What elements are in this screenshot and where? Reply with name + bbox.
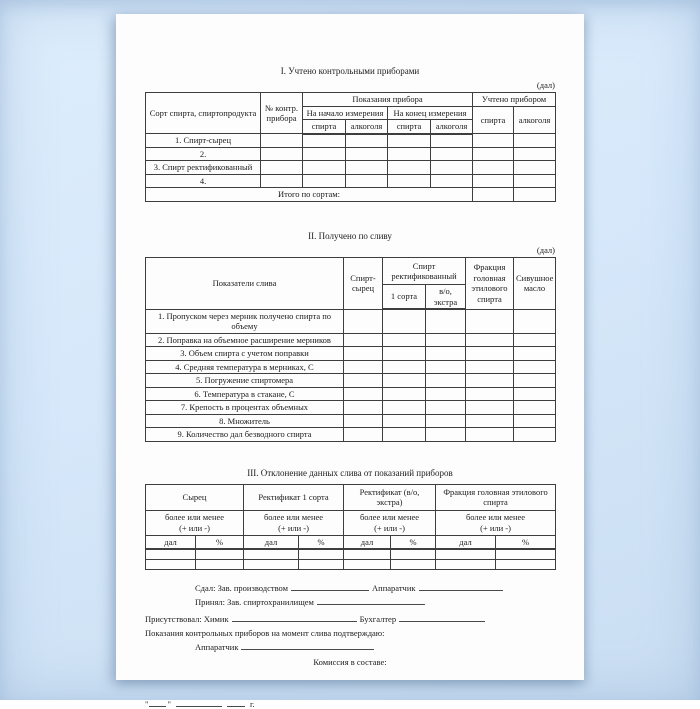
empty-cell <box>514 161 556 175</box>
empty-cell <box>391 559 436 569</box>
empty-cell <box>514 360 556 374</box>
row-label: 3. Спирт ректификованный <box>146 161 261 175</box>
empty-cell <box>346 147 388 161</box>
empty-cell <box>383 347 426 361</box>
unit-label-dal-2: (дал) <box>536 245 555 255</box>
empty-cell <box>344 333 383 347</box>
unit-label-dal-1: (дал) <box>536 80 555 90</box>
signature-line-handed <box>195 581 555 595</box>
empty-cell <box>466 374 514 388</box>
empty-cell <box>299 559 344 569</box>
empty-cell <box>496 549 556 559</box>
confirm-statement: Показания контрольных приборов на момент слива подтверждаю: <box>145 627 385 638</box>
date-line <box>145 698 555 709</box>
section3-title: III. Отклонение данных слива от показаний приборов <box>247 467 453 478</box>
row-label: 1. Спирт-сырец <box>146 134 261 148</box>
empty-cell <box>383 387 426 401</box>
empty-cell <box>466 347 514 361</box>
empty-cell <box>426 360 466 374</box>
table-row <box>146 428 556 442</box>
row-label: 1. Пропуском через мерник получено спирта по объему <box>146 309 344 333</box>
empty-cell <box>426 347 466 361</box>
row-label: 7. Крепость в процентах объемных <box>146 401 344 415</box>
header-rectified1-group: Ректификат 1 сорта <box>244 484 344 510</box>
empty-cell <box>514 387 556 401</box>
header-percent: % <box>496 535 556 549</box>
empty-cell <box>514 134 556 148</box>
document-page <box>116 14 584 709</box>
more-less-line1: более или менее <box>359 511 420 522</box>
header-counted: Учтено прибором <box>473 93 556 107</box>
empty-cell <box>261 161 303 175</box>
empty-cell <box>261 174 303 188</box>
empty-cell <box>344 549 391 559</box>
year-suffix: г. <box>249 698 255 709</box>
header-extra: в/о, экстра <box>426 285 466 310</box>
signature-blank <box>419 582 503 591</box>
row-label: 9. Количество дал безводного спирта <box>146 428 344 442</box>
signature-blank <box>232 613 357 622</box>
empty-cell <box>426 309 466 333</box>
empty-cell <box>146 559 196 569</box>
empty-cell <box>346 161 388 175</box>
accountant-label: Бухгалтер <box>359 613 397 624</box>
empty-cell <box>383 428 426 442</box>
empty-cell <box>514 309 556 333</box>
empty-cell <box>436 559 496 569</box>
commission-label: Комиссия в составе: <box>313 656 387 667</box>
section1-title: I. Учтено контрольными приборами <box>280 66 420 76</box>
table-row <box>146 347 556 361</box>
empty-cell <box>346 174 388 188</box>
header-more-less <box>436 510 556 535</box>
empty-cell <box>244 559 299 569</box>
table-row <box>146 559 556 569</box>
empty-cell <box>473 174 514 188</box>
signature-line-operator2 <box>195 640 555 654</box>
signature-blank <box>399 613 485 622</box>
header-more-less <box>244 510 344 535</box>
header-dal: дал <box>244 535 299 549</box>
table-accounted-by-control-devices <box>145 92 556 202</box>
empty-cell <box>426 401 466 415</box>
empty-cell <box>426 387 466 401</box>
header-counted-alcohol: алкоголя <box>514 106 556 134</box>
more-less-line1: более или менее <box>164 511 225 522</box>
handed-label: Сдал: Зав. производством <box>195 582 289 593</box>
header-readings: Показания прибора <box>303 93 473 107</box>
signature-blank <box>317 596 425 605</box>
empty-cell <box>431 147 473 161</box>
open-quote: " <box>145 698 149 709</box>
table-row <box>146 333 556 347</box>
table-row <box>146 414 556 428</box>
empty-cell <box>466 360 514 374</box>
header-more-less <box>344 510 436 535</box>
empty-cell <box>303 147 346 161</box>
empty-cell <box>383 360 426 374</box>
more-less-line2: (+ или -) <box>278 522 309 533</box>
empty-cell <box>514 374 556 388</box>
header-percent: % <box>299 535 344 549</box>
empty-cell <box>383 374 426 388</box>
empty-cell <box>466 401 514 415</box>
empty-cell <box>436 549 496 559</box>
signature-line-received <box>195 595 555 609</box>
empty-cell <box>514 174 556 188</box>
empty-cell <box>426 333 466 347</box>
empty-cell <box>196 559 244 569</box>
date-day-blank <box>149 698 166 707</box>
empty-cell <box>388 147 431 161</box>
empty-cell <box>514 147 556 161</box>
signature-line-present <box>145 612 555 626</box>
header-begin-spirit: спирта <box>303 120 346 134</box>
table-row <box>146 360 556 374</box>
empty-cell <box>426 428 466 442</box>
totals-label: Итого по сортам: <box>146 188 473 202</box>
empty-cell <box>303 161 346 175</box>
empty-cell <box>344 559 391 569</box>
header-sort: Сорт спирта, спиртопродукта <box>146 93 261 134</box>
date-month-blank <box>176 698 222 707</box>
more-less-line1: более или менее <box>465 511 526 522</box>
empty-cell <box>261 147 303 161</box>
received-label: Принял: Зав. спиртохранилищем <box>195 596 314 607</box>
table-row <box>146 401 556 415</box>
header-grade1: 1 сорта <box>383 285 426 310</box>
row-label: 5. Погружение спиртомера <box>146 374 344 388</box>
row-label: 4. <box>146 174 261 188</box>
empty-cell <box>473 147 514 161</box>
empty-cell <box>466 309 514 333</box>
table-row <box>146 374 556 388</box>
header-raw-group: Сырец <box>146 484 244 510</box>
empty-cell <box>466 333 514 347</box>
table-row <box>146 134 556 148</box>
empty-cell <box>344 360 383 374</box>
header-drain-indicators: Показатели слива <box>146 258 344 310</box>
table-deviation <box>145 484 556 570</box>
table-row <box>146 174 556 188</box>
present-label: Присутствовал: Химик <box>145 613 229 624</box>
table-row <box>146 549 556 559</box>
header-head-fraction: Фракция головная этилового спирта <box>466 258 514 310</box>
empty-cell <box>383 333 426 347</box>
row-label: 2. <box>146 147 261 161</box>
more-less-line2: (+ или -) <box>374 522 405 533</box>
section2-title: II. Получено по сливу <box>308 231 392 241</box>
empty-cell <box>466 387 514 401</box>
empty-cell <box>466 428 514 442</box>
empty-cell <box>388 161 431 175</box>
empty-cell <box>299 549 344 559</box>
empty-cell <box>514 414 556 428</box>
empty-cell <box>514 188 556 202</box>
empty-cell <box>383 401 426 415</box>
empty-cell <box>473 161 514 175</box>
header-more-less <box>146 510 244 535</box>
header-end-alcohol: алкоголя <box>431 120 473 134</box>
header-end: На конец измерения <box>388 106 473 120</box>
table-row <box>146 309 556 333</box>
empty-cell <box>426 374 466 388</box>
header-fraction-group: Фракция головная этилового спирта <box>436 484 556 510</box>
empty-cell <box>344 414 383 428</box>
empty-cell <box>514 401 556 415</box>
empty-cell <box>431 174 473 188</box>
signature-blank <box>291 582 369 591</box>
empty-cell <box>344 401 383 415</box>
table-row <box>146 161 556 175</box>
row-label: 3. Объем спирта с учетом поправки <box>146 347 344 361</box>
empty-cell <box>391 549 436 559</box>
empty-cell <box>244 549 299 559</box>
more-less-line2: (+ или -) <box>179 522 210 533</box>
header-raw-spirit: Спирт-сырец <box>344 258 383 310</box>
header-device-no: № контр. прибора <box>261 93 303 134</box>
empty-cell <box>514 333 556 347</box>
close-quote: " <box>167 698 171 709</box>
empty-cell <box>473 134 514 148</box>
header-begin-alcohol: алкоголя <box>346 120 388 134</box>
table-row <box>146 147 556 161</box>
header-dal: дал <box>436 535 496 549</box>
signature-blank <box>241 641 374 650</box>
header-begin: На начало измерения <box>303 106 388 120</box>
empty-cell <box>344 309 383 333</box>
header-percent: % <box>196 535 244 549</box>
operator2-label: Аппаратчик <box>195 641 239 652</box>
empty-cell <box>426 414 466 428</box>
empty-cell <box>473 188 514 202</box>
empty-cell <box>466 414 514 428</box>
empty-cell <box>514 347 556 361</box>
date-year-blank <box>227 698 245 707</box>
empty-cell <box>344 387 383 401</box>
row-label: 4. Средняя температура в мерниках, С <box>146 360 344 374</box>
empty-cell <box>346 134 388 148</box>
header-counted-spirit: спирта <box>473 106 514 134</box>
header-end-spirit: спирта <box>388 120 431 134</box>
header-dal: дал <box>344 535 391 549</box>
empty-cell <box>496 559 556 569</box>
empty-cell <box>196 549 244 559</box>
header-dal: дал <box>146 535 196 549</box>
empty-cell <box>303 134 346 148</box>
table-received-by-drain <box>145 257 556 442</box>
operator-label: Аппаратчик <box>372 582 416 593</box>
table-row <box>146 387 556 401</box>
empty-cell <box>344 428 383 442</box>
row-label: 8. Множитель <box>146 414 344 428</box>
header-rectified: Спирт ректификованный <box>383 258 466 285</box>
empty-cell <box>431 134 473 148</box>
header-rectified-extra-group: Ректификат (в/о, экстра) <box>344 484 436 510</box>
totals-row <box>146 188 556 202</box>
empty-cell <box>303 174 346 188</box>
header-fusel-oil: Сивушное масло <box>514 258 556 310</box>
empty-cell <box>344 347 383 361</box>
empty-cell <box>383 414 426 428</box>
empty-cell <box>388 134 431 148</box>
empty-cell <box>344 374 383 388</box>
row-label: 6. Температура в стакане, С <box>146 387 344 401</box>
more-less-line2: (+ или -) <box>480 522 511 533</box>
row-label: 2. Поправка на объемное расширение мерников <box>146 333 344 347</box>
empty-cell <box>388 174 431 188</box>
empty-cell <box>431 161 473 175</box>
header-percent: % <box>391 535 436 549</box>
empty-cell <box>146 549 196 559</box>
empty-cell <box>261 134 303 148</box>
empty-cell <box>514 428 556 442</box>
more-less-line1: более или менее <box>263 511 324 522</box>
empty-cell <box>383 309 426 333</box>
